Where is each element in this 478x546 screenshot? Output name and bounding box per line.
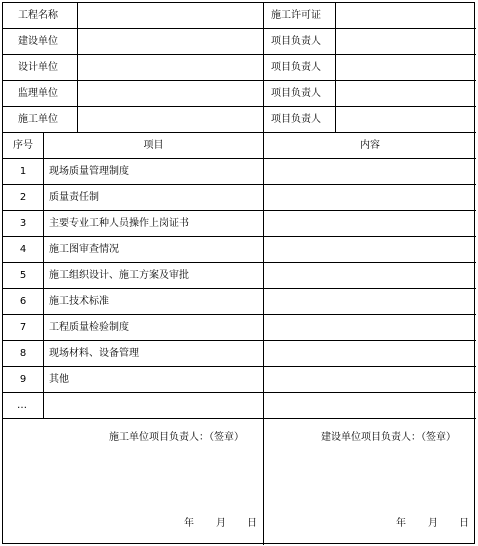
right-day: 日 xyxy=(459,518,469,529)
seq-header: 序号 xyxy=(13,140,33,151)
design-unit-label: 设计单位 xyxy=(18,62,58,73)
row-divider xyxy=(3,288,476,289)
column-divider xyxy=(263,418,264,545)
item-name: 质量责任制 xyxy=(49,192,99,203)
left-year: 年 xyxy=(184,518,194,529)
item-seq: 9 xyxy=(19,374,27,385)
owner-signature-label: 建设单位项目负责人：（签章） xyxy=(321,432,456,443)
supervision-manager-label: 项目负责人 xyxy=(271,88,321,99)
row-divider xyxy=(3,314,476,315)
item-seq: … xyxy=(17,400,27,411)
column-divider xyxy=(263,3,264,132)
column-divider xyxy=(263,132,264,418)
item-seq: 1 xyxy=(19,166,27,177)
row-divider xyxy=(3,236,476,237)
row-divider xyxy=(3,392,476,393)
left-month: 月 xyxy=(216,518,226,529)
right-year: 年 xyxy=(396,518,406,529)
content-header: 内容 xyxy=(360,140,380,151)
owner-manager-label: 项目负责人 xyxy=(271,36,321,47)
design-manager-label: 项目负责人 xyxy=(271,62,321,73)
item-header: 项目 xyxy=(143,140,164,151)
row-divider xyxy=(3,340,476,341)
item-seq: 3 xyxy=(19,218,27,229)
construction-manager-label: 项目负责人 xyxy=(271,114,321,125)
item-name: 施工组织设计、施工方案及审批 xyxy=(49,270,189,281)
item-seq: 5 xyxy=(19,270,27,281)
row-divider xyxy=(3,80,476,81)
column-divider xyxy=(43,132,44,418)
owner-unit-label: 建设单位 xyxy=(18,36,58,47)
item-name: 主要专业工种人员操作上岗证书 xyxy=(49,218,189,229)
item-seq: 8 xyxy=(19,348,27,359)
left-day: 日 xyxy=(247,518,257,529)
row-divider xyxy=(3,158,476,159)
row-divider xyxy=(3,418,476,419)
item-seq: 7 xyxy=(19,322,27,333)
row-divider xyxy=(3,54,476,55)
row-divider xyxy=(3,210,476,211)
item-name: 现场质量管理制度 xyxy=(49,166,129,177)
item-seq: 2 xyxy=(19,192,27,203)
item-seq: 4 xyxy=(19,244,27,255)
column-divider xyxy=(335,3,336,132)
row-divider xyxy=(3,28,476,29)
project-name-label: 工程名称 xyxy=(18,10,58,21)
row-divider xyxy=(3,132,476,133)
item-seq: 6 xyxy=(19,296,27,307)
right-month: 月 xyxy=(428,518,438,529)
item-name: 其他 xyxy=(49,374,69,385)
supervision-unit-label: 监理单位 xyxy=(18,88,58,99)
permit-label: 施工许可证 xyxy=(271,10,321,21)
inspection-form xyxy=(2,2,475,544)
item-name: 现场材料、设备管理 xyxy=(49,348,139,359)
row-divider xyxy=(3,262,476,263)
item-name: 施工技术标准 xyxy=(49,296,109,307)
row-divider xyxy=(3,106,476,107)
item-name: 工程质量检验制度 xyxy=(49,322,129,333)
construction-unit-label: 施工单位 xyxy=(18,114,58,125)
item-name: 施工图审查情况 xyxy=(49,244,119,255)
construction-signature-label: 施工单位项目负责人：（签章） xyxy=(109,432,244,443)
row-divider xyxy=(3,184,476,185)
column-divider xyxy=(77,3,78,132)
row-divider xyxy=(3,366,476,367)
